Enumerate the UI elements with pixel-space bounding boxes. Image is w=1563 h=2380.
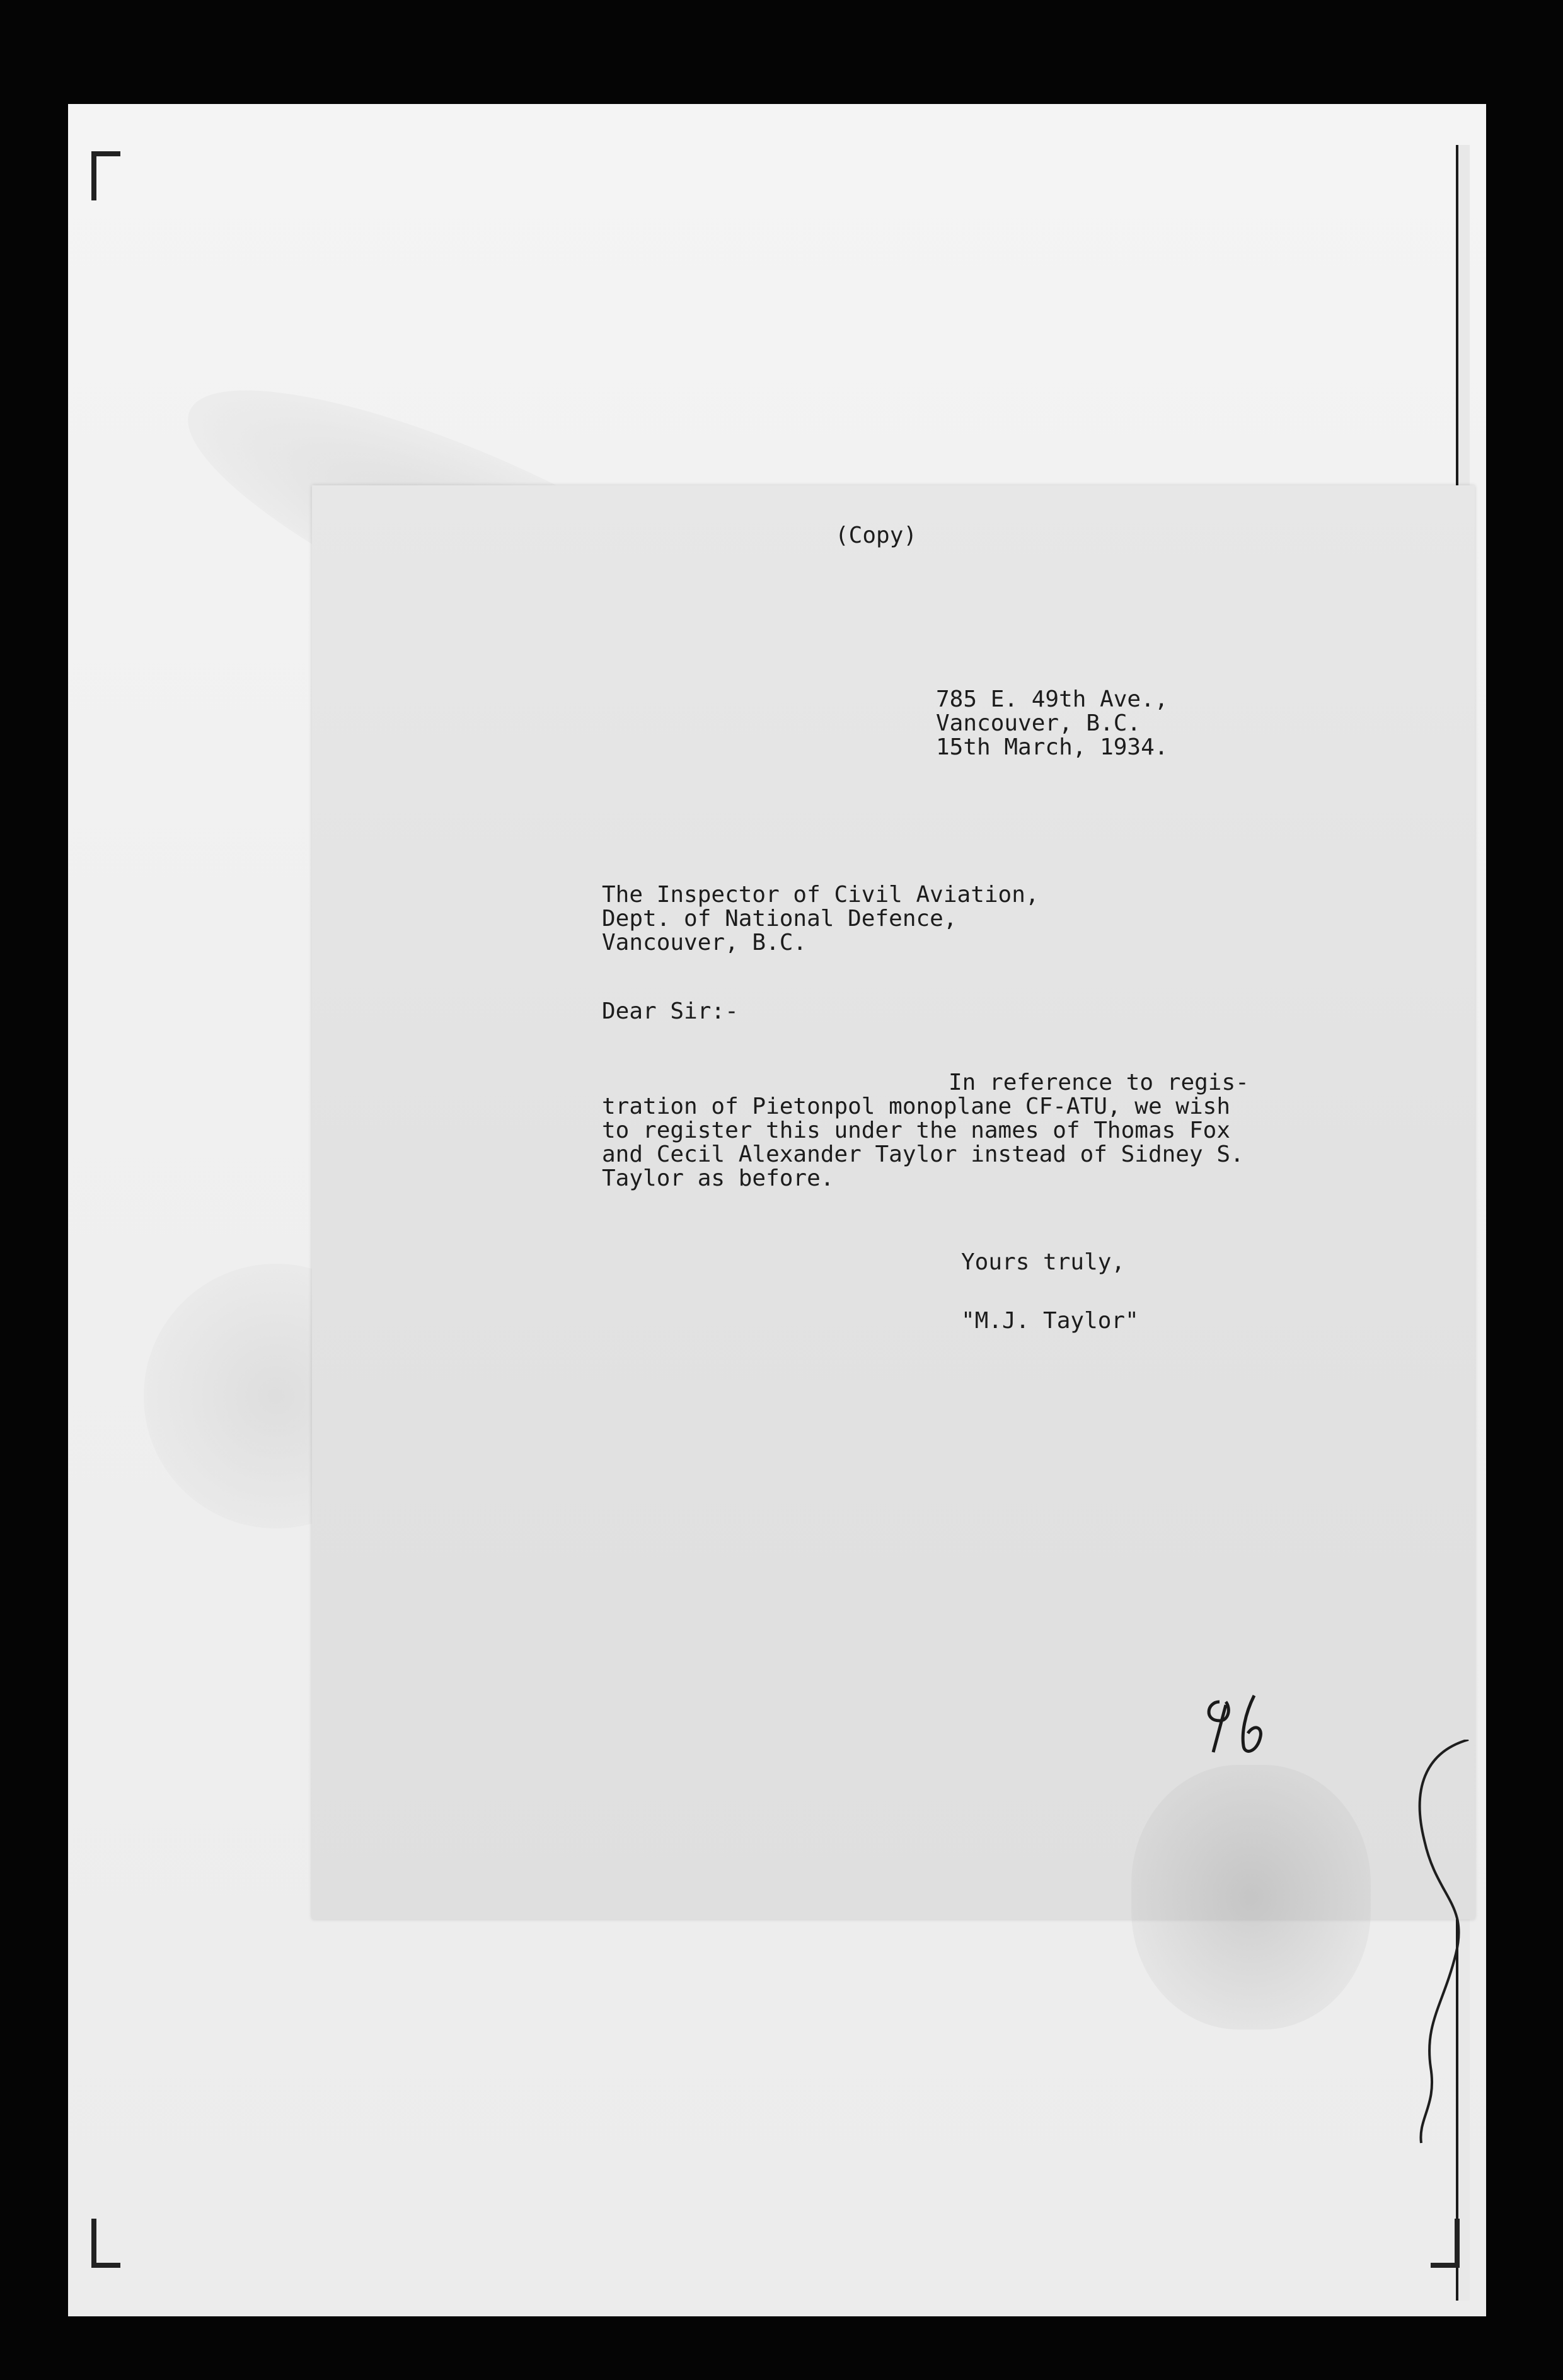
recipient-line-2: Dept. of National Defence, — [602, 906, 957, 932]
closing: Yours truly, — [961, 1249, 1126, 1275]
binding-wire — [1412, 1740, 1487, 2159]
sender-city: Vancouver, B.C. — [936, 710, 1141, 736]
recipient-line-1: The Inspector of Civil Aviation, — [602, 882, 1039, 908]
letter-page — [312, 485, 1475, 1919]
recipient-line-3: Vancouver, B.C. — [602, 930, 807, 956]
handwritten-page-number — [1194, 1683, 1283, 1777]
copy-label: (Copy) — [835, 523, 918, 548]
body-line: to register this under the names of Thomas Fox — [602, 1118, 1230, 1143]
stain-mark — [1131, 1765, 1371, 2030]
body-line: In reference to regis- — [949, 1070, 1249, 1095]
crop-mark-bottom-right — [1431, 2219, 1460, 2268]
body-line: Taylor as before. — [602, 1165, 834, 1191]
crop-mark-top-left — [91, 151, 120, 200]
binding-wire-graphic — [1412, 1740, 1487, 2156]
body-line: and Cecil Alexander Taylor instead of Sidney S. — [602, 1141, 1244, 1167]
body-line: tration of Pietonpol monoplane CF-ATU, we wish — [602, 1094, 1230, 1119]
handwritten-page-number-graphic — [1194, 1683, 1283, 1771]
signature: "M.J. Taylor" — [961, 1308, 1139, 1334]
salutation: Dear Sir:- — [602, 998, 739, 1024]
letter-date: 15th March, 1934. — [936, 734, 1168, 760]
crop-mark-bottom-left — [91, 2219, 120, 2268]
sender-street: 785 E. 49th Ave., — [936, 686, 1168, 712]
